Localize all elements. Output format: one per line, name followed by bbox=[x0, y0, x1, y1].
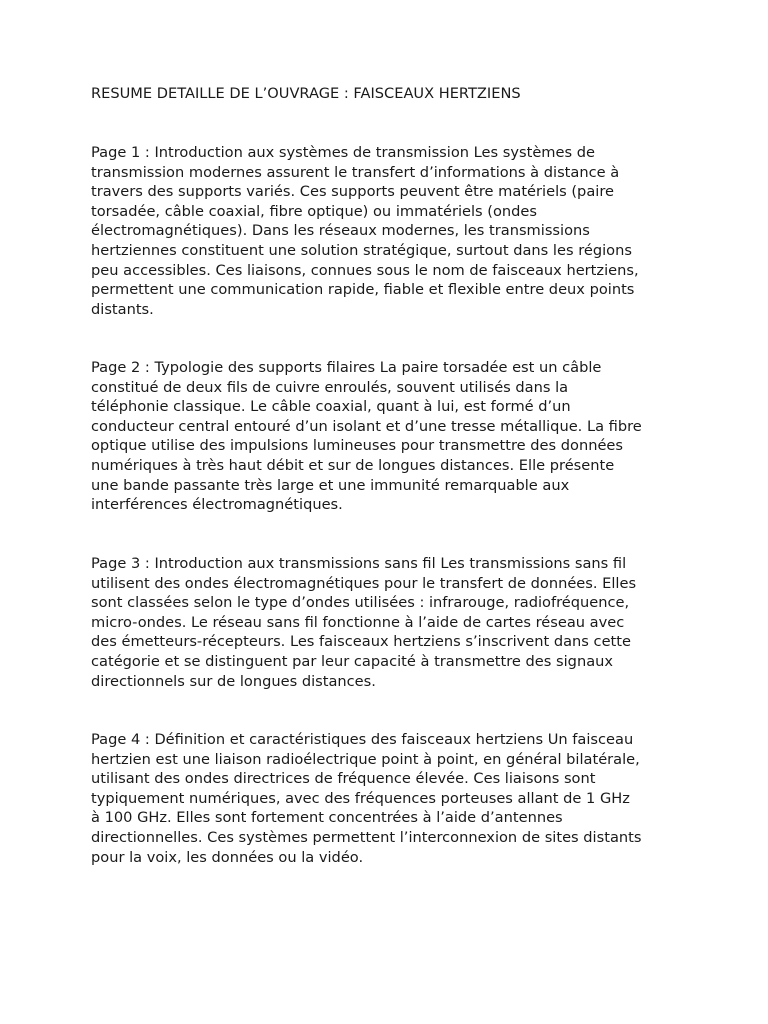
paragraph-line: conducteur central entouré d’un isolant et d’une tresse métallique. La fibre bbox=[91, 417, 642, 435]
paragraph-page-3 bbox=[91, 554, 681, 691]
paragraph-line: micro-ondes. Le réseau sans fil fonctionne à l’aide de cartes réseau avec bbox=[91, 613, 625, 631]
paragraph-line: travers des supports variés. Ces supports peuvent être matériels (paire bbox=[91, 183, 614, 201]
paragraph-line: téléphonie classique. Le câble coaxial, quant à lui, est formé d’un bbox=[91, 398, 571, 416]
paragraph-line: utilisant des ondes directrices de fréquence élevée. Ces liaisons sont bbox=[91, 770, 596, 788]
paragraph-line: optique utilise des impulsions lumineuses pour transmettre des données bbox=[91, 437, 624, 455]
paragraph-line: torsadée, câble coaxial, fibre optique) ou immatériels (ondes bbox=[91, 202, 537, 220]
paragraph-page-4 bbox=[91, 730, 681, 867]
paragraph-line: directionnels sur de longues distances. bbox=[91, 672, 376, 690]
paragraph-line: peu accessibles. Ces liaisons, connues sous le nom de faisceaux hertziens, bbox=[91, 261, 639, 279]
paragraph-line: Page 3 : Introduction aux transmissions sans fil Les transmissions sans fil bbox=[91, 555, 627, 572]
paragraph-line: transmission modernes assurent le transfert d’informations à distance à bbox=[91, 163, 620, 181]
paragraph-line: catégorie et se distinguent par leur capacité à transmettre des signaux bbox=[91, 652, 614, 670]
paragraph-line: interférences électromagnétiques. bbox=[91, 496, 343, 514]
paragraph-line: constitué de deux fils de cuivre enroulés, souvent utilisés dans la bbox=[91, 378, 569, 396]
paragraph-line: numériques à très haut débit et sur de longues distances. Elle présente bbox=[91, 456, 615, 474]
paragraph-line: hertziennes constituent une solution stratégique, surtout dans les régions bbox=[91, 241, 632, 259]
paragraph-page-1 bbox=[91, 143, 681, 319]
paragraph-line: des émetteurs-récepteurs. Les faisceaux hertziens s’inscrivent dans cette bbox=[91, 633, 631, 651]
paragraph-line: utilisent des ondes électromagnétiques pour le transfert de données. Elles bbox=[91, 574, 637, 592]
paragraph-line: électromagnétiques). Dans les réseaux modernes, les transmissions bbox=[91, 222, 590, 240]
document-title: RESUME DETAILLE DE L’OUVRAGE : FAISCEAUX HERTZIENS bbox=[91, 85, 521, 102]
paragraph-line: Page 1 : Introduction aux systèmes de transmission Les systèmes de bbox=[91, 144, 595, 161]
paragraph-line: à 100 GHz. Elles sont fortement concentrées à l’aide d’antennes bbox=[91, 809, 563, 827]
paragraph-line: Page 2 : Typologie des supports filaires La paire torsadée est un câble bbox=[91, 359, 602, 376]
paragraph-line: sont classées selon le type d’ondes utilisées : infrarouge, radiofréquence, bbox=[91, 594, 630, 612]
paragraph-line: distants. bbox=[91, 300, 154, 318]
paragraph-line: typiquement numériques, avec des fréquences porteuses allant de 1 GHz bbox=[91, 789, 630, 807]
paragraph-line: Page 4 : Définition et caractéristiques des faisceaux hertziens Un faisceau bbox=[91, 731, 634, 748]
paragraph-line: une bande passante très large et une immunité remarquable aux bbox=[91, 476, 570, 494]
paragraph-line: directionnelles. Ces systèmes permettent l’interconnexion de sites distants bbox=[91, 828, 642, 846]
paragraph-page-2 bbox=[91, 358, 681, 515]
paragraph-line: permettent une communication rapide, fiable et flexible entre deux points bbox=[91, 281, 635, 299]
paragraph-line: hertzien est une liaison radioélectrique point à point, en général bilatérale, bbox=[91, 750, 640, 768]
paragraph-line: pour la voix, les données ou la vidéo. bbox=[91, 848, 364, 866]
